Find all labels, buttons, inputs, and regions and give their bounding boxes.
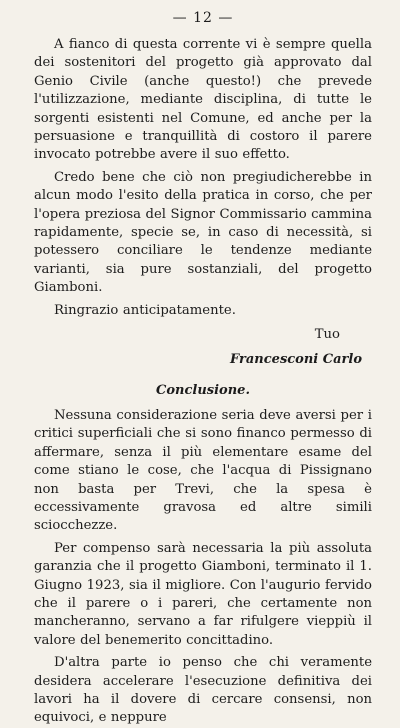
page-number: — 12 — [172,10,234,26]
signature-name: Francesconi Carlo [230,351,362,367]
conclusion-paragraph-1: Nessuna considerazione seria deve aversi per i critici superficiali che si sono financo permesso di affermare, senza il più elementare esame del come stiano le cose, che l'acqua di Pissignano non basta per Trevi, che la spesa è eccessivamente gravosa ed altre simili sciocchezze. [34,407,372,534]
conclusion-body [34,407,372,728]
body-paragraph-1: A fianco di questa corrente vi è sempre quella dei sostenitori del progetto già approvato dal Genio Civile (anche questo!) che prevede l'utilizzazione, mediante disciplina, di tutte le sorgenti esistenti nel Comune, ed anche per la persuasione e tranquillità di costoro il parere invocato potrebbe avere il suo effetto. [34,37,372,163]
conclusion-paragraph-2: Per compenso sarà necessaria la più assoluta garanzia che il progetto Giamboni, terminato il 1. Giugno 1923, sia il migliore. Con l'augurio fervido che il parere o i pareri, che certamente non mancheranno, servano a far rifulgere vieppiù il valore del benemerito concittadino. [34,540,372,648]
closing-line: Ringrazio anticipatamente. [54,302,236,318]
valediction: Tuo [314,327,340,343]
body-paragraph-2: Credo bene che ciò non pregiudicherebbe in alcun modo l'esito della pratica in corso, che per l'opera preziosa del Signor Commissario cammina rapidamente, specie se, in caso di necessità, si potessero conciliare le tendenze mediante varianti, sia pure sostanziali, del progetto Giamboni. [34,169,372,296]
signature-block [34,326,372,369]
section-heading-conclusion: Conclusione. [156,382,250,398]
letter-body [34,36,372,320]
conclusion-paragraph-3: D'altra parte io penso che chi veramente desidera accelerare l'esecuzione definitiva dei lavori ha il dovere di cercare consensi, non equivoci, e neppure [34,655,372,726]
